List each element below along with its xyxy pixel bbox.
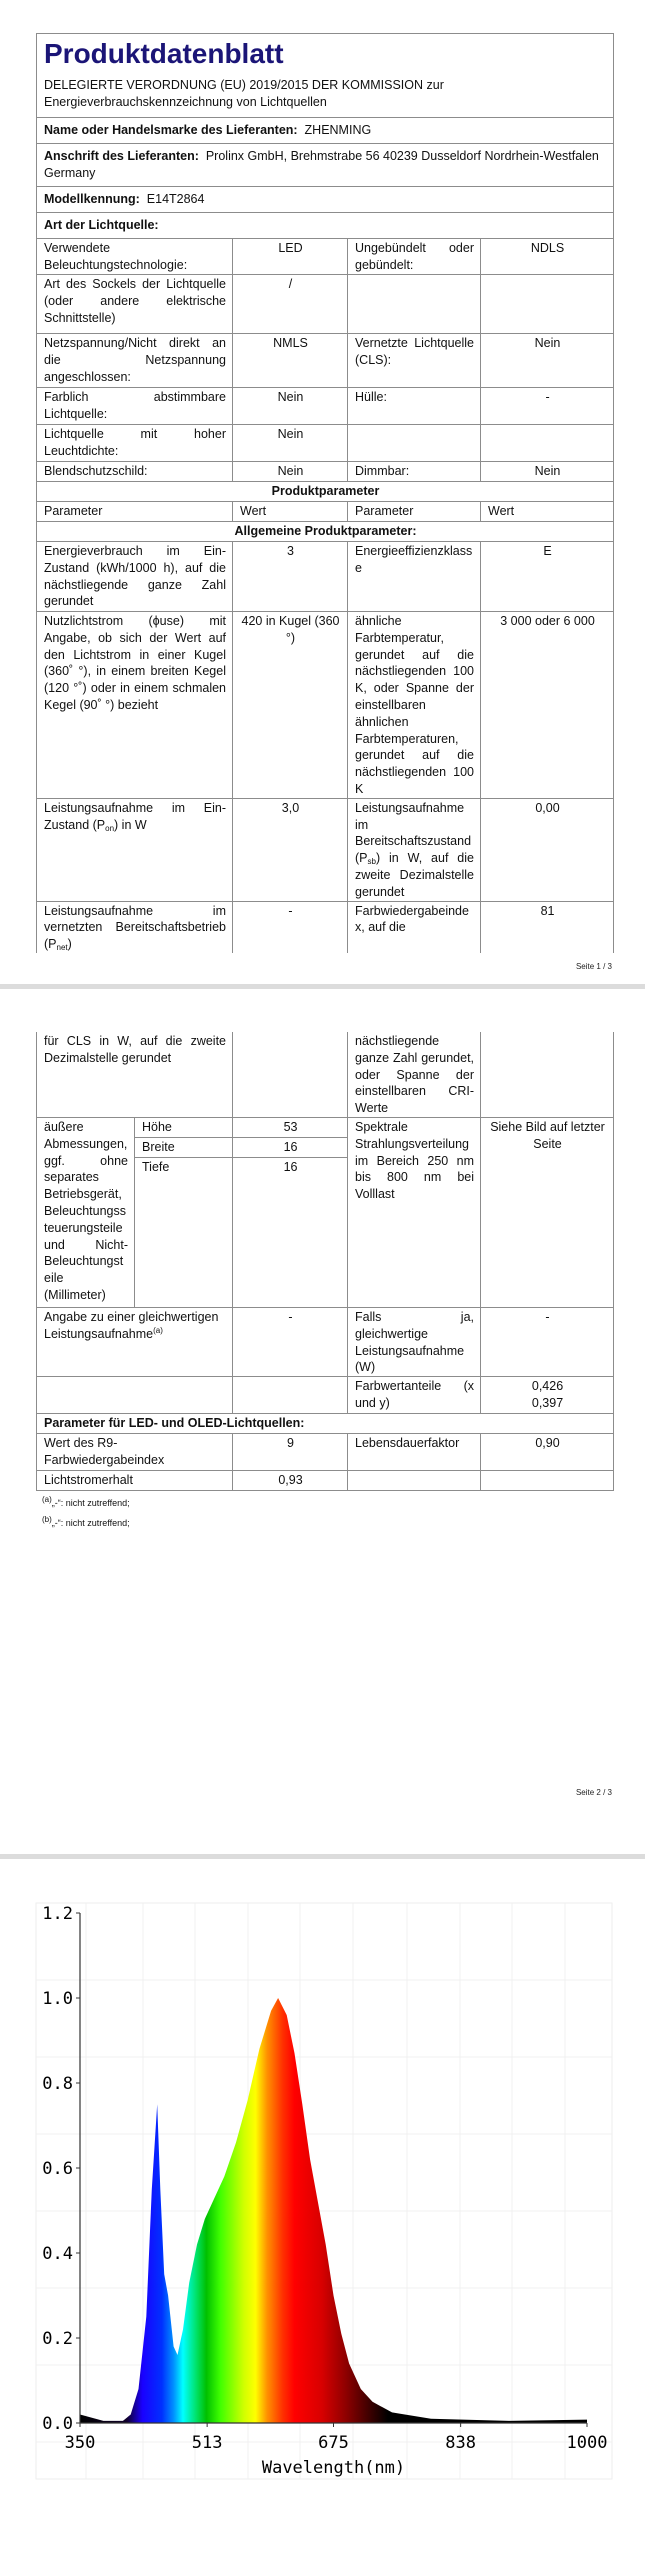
- column-headers: [37, 502, 614, 522]
- general-params-heading: Allgemeine Produktparameter:: [37, 522, 614, 542]
- x-axis-label: Wavelength(nm): [261, 2458, 406, 2478]
- y-tick-label: 0.2: [42, 2329, 73, 2349]
- param-label: Lebensdauerfaktor: [348, 1434, 481, 1471]
- supplier-label: Name oder Handelsmarke des Lieferanten:: [44, 123, 298, 137]
- param-label: Dimmbar:: [348, 462, 481, 482]
- param-label: Vernetzte Lichtquelle (CLS):: [348, 334, 481, 388]
- param-value: Siehe Bild auf letzter Seite: [481, 1117, 614, 1307]
- y-tick-label: 1.2: [42, 1904, 73, 1924]
- column-header: Wert: [233, 502, 348, 522]
- table-row: [37, 462, 614, 482]
- x-tick-label: 675: [318, 2433, 349, 2453]
- dimension-value: 53: [233, 1117, 348, 1137]
- param-label: Ungebündelt oder gebündelt:: [348, 239, 481, 275]
- param-value: Nein: [481, 462, 614, 482]
- page1-table: [36, 33, 614, 953]
- param-value: Nein: [233, 425, 348, 462]
- y-tick-label: 0.8: [42, 2074, 73, 2094]
- footnote: $^{(b)}$„-“: nicht zutreffend;: [42, 1515, 130, 1529]
- table-row: [37, 1032, 614, 1117]
- param-value: 81: [481, 901, 614, 953]
- param-value: Nein: [481, 334, 614, 388]
- table-row: [37, 425, 614, 462]
- table-row: [37, 901, 614, 953]
- param-value: 0,90: [481, 1434, 614, 1471]
- param-label: Verwendete Beleuchtungstechnologie:: [37, 239, 233, 275]
- dimension-value: 16: [233, 1157, 348, 1307]
- param-value: 3: [233, 542, 348, 612]
- param-value: -: [481, 1307, 614, 1376]
- param-label: Farbwiedergabeindex, auf die: [348, 901, 481, 953]
- page-number: Seite 1 / 3: [575, 961, 612, 971]
- table-row: [37, 1434, 614, 1471]
- param-label: Energieeffizienzklasse: [348, 542, 481, 612]
- dimension-label: Höhe: [135, 1117, 233, 1137]
- y-tick-label: 0.6: [42, 2159, 73, 2179]
- table-row: [37, 612, 614, 799]
- param-value: Nein: [233, 462, 348, 482]
- param-value: 420 in Kugel (360 °): [233, 612, 348, 799]
- param-value: 0,426 0,397: [481, 1377, 614, 1414]
- table-row: [37, 542, 614, 612]
- param-value: -: [233, 901, 348, 953]
- page-number: Seite 2 / 3: [575, 1788, 612, 1797]
- param-value: LED: [233, 239, 348, 275]
- y-tick-label: 0.0: [42, 2414, 73, 2434]
- model-value: E14T2864: [146, 192, 205, 206]
- regulation-line-2: Energieverbrauchskennzeichnung von Lichtquellen: [44, 94, 327, 109]
- led-params-heading: Parameter für LED- und OLED-Lichtquellen:: [37, 1414, 614, 1434]
- x-tick-label: 838: [445, 2433, 476, 2453]
- param-label: Farbwertanteile (x und y): [348, 1377, 481, 1414]
- param-label: Falls ja, gleichwertige Leistungsaufnahme (W): [348, 1307, 481, 1376]
- param-value: -: [481, 388, 614, 425]
- x-tick-label: 350: [64, 2433, 96, 2453]
- param-value: 3,0: [233, 798, 348, 901]
- param-label: Leistungsaufnahme im Ein-Zustand $(P_{on})$ in W: [37, 798, 233, 901]
- param-label: [348, 275, 481, 334]
- param-value: 0,00: [481, 798, 614, 901]
- param-value: [481, 275, 614, 334]
- table-row: [37, 334, 614, 388]
- page-separator: [0, 984, 645, 989]
- param-label: Spektrale Strahlungsverteilung im Bereich 250 nm bis 800 nm bei Volllast: [348, 1117, 481, 1307]
- dimension-value: 16: [233, 1137, 348, 1157]
- dimensions-label: äußere Abmessungen, ggf. ohne separates Betriebsgerät, Beleuchtungssteuerungsteile und Nicht-Beleuchtungsteile (Millimeter): [37, 1117, 135, 1307]
- table-row: [37, 798, 614, 901]
- param-label: Wert des R9-Farbwiedergabeindex: [37, 1434, 233, 1471]
- param-label: Leistungsaufnahme im Bereitschaftszustand $(P_{sb})$ in W, auf die zweite Dezimalstelle gerundet: [348, 798, 481, 901]
- param-value: E: [481, 542, 614, 612]
- param-value: 0,93: [233, 1471, 348, 1491]
- column-header: Parameter: [37, 502, 233, 522]
- param-value: NMLS: [233, 334, 348, 388]
- page-separator: [0, 1854, 645, 1859]
- y-tick-label: 0.4: [42, 2244, 73, 2264]
- table-row: [37, 1307, 614, 1376]
- table-row: [37, 239, 614, 275]
- param-label: Lichtquelle mit hoher Leuchtdichte:: [37, 425, 233, 462]
- table-row: [37, 1117, 614, 1137]
- param-value: Nein: [233, 388, 348, 425]
- supplier-value: ZHENMING: [304, 123, 372, 137]
- model-label: Modellkennung:: [44, 192, 140, 206]
- column-header: Wert: [481, 502, 614, 522]
- dimension-label: Tiefe: [135, 1157, 233, 1307]
- param-label: nächstliegende ganze Zahl gerundet, oder Spanne der einstellbaren CRI-Werte: [348, 1032, 481, 1117]
- param-label: ähnliche Farbtemperatur, gerundet auf die nächstliegenden 100 K, oder Spanne der einstellbaren ähnlichen Farbtemperaturen, gerundet auf die nächstliegenden 100 K: [348, 612, 481, 799]
- param-label: Leistungsaufnahme im vernetzten Bereitschaftsbetrieb $(P_{net})$: [37, 901, 233, 953]
- page-title: Produktdatenblatt: [44, 38, 284, 69]
- param-label: für CLS in W, auf die zweite Dezimalstelle gerundet: [37, 1032, 233, 1117]
- page2-table: [36, 1032, 614, 1491]
- param-label: Nutzlichtstrom (ϕuse) mit Angabe, ob sich der Wert auf den Lichtstrom in einer Kugel (360˚ °), in einem breiten Kegel (120 °˚) oder in einem schmalen Kegel (90˚ °) bezieht: [37, 612, 233, 799]
- y-tick-label: 1.0: [42, 1989, 73, 2009]
- table-row: [37, 1377, 614, 1414]
- param-label: [348, 425, 481, 462]
- spectrum-chart: [0, 1880, 645, 2500]
- param-label: Hülle:: [348, 388, 481, 425]
- address-label: Anschrift des Lieferanten:: [44, 149, 199, 163]
- table-row: [37, 1471, 614, 1491]
- param-value: 9: [233, 1434, 348, 1471]
- page-2: [0, 1032, 645, 1798]
- param-label: Energieverbrauch im Ein-Zustand (kWh/1000 h), auf die nächstliegende ganze Zahl gerundet: [37, 542, 233, 612]
- dimension-label: Breite: [135, 1137, 233, 1157]
- param-label: Netzspannung/Nicht direkt an die Netzspannung angeschlossen:: [37, 334, 233, 388]
- param-label: Art des Sockels der Lichtquelle (oder andere elektrische Schnittstelle): [37, 275, 233, 334]
- param-value: -: [233, 1307, 348, 1376]
- param-value: 3 000 oder 6 000: [481, 612, 614, 799]
- x-tick-label: 513: [191, 2433, 223, 2453]
- param-value: /: [233, 275, 348, 334]
- address-value: Prolinx GmbH, Brehmstrabe 56 40239 Dusseldorf Nordrhein-Westfalen Germany: [44, 149, 599, 180]
- page-1: [0, 33, 645, 972]
- product-params-heading: Produktparameter: [37, 482, 614, 502]
- param-label: Blendschutzschild:: [37, 462, 233, 482]
- footnote: $^{(a)}$„-“: nicht zutreffend;: [42, 1495, 130, 1509]
- table-row: [37, 388, 614, 425]
- param-label: Angabe zu einer gleichwertigen Leistungsaufnahme$^{(a)}$: [37, 1307, 233, 1376]
- column-header: Parameter: [348, 502, 481, 522]
- param-value: NDLS: [481, 239, 614, 275]
- header-cell: [37, 34, 614, 118]
- regulation-line-1: DELEGIERTE VERORDNUNG (EU) 2019/2015 DER KOMMISSION zur: [44, 78, 444, 92]
- light-type-heading: Art der Lichtquelle:: [37, 213, 614, 239]
- param-value: [481, 425, 614, 462]
- param-label: Farblich abstimmbare Lichtquelle:: [37, 388, 233, 425]
- param-label: Lichtstromerhalt: [37, 1471, 233, 1491]
- x-tick-label: 1000: [566, 2433, 608, 2453]
- table-row: [37, 275, 614, 334]
